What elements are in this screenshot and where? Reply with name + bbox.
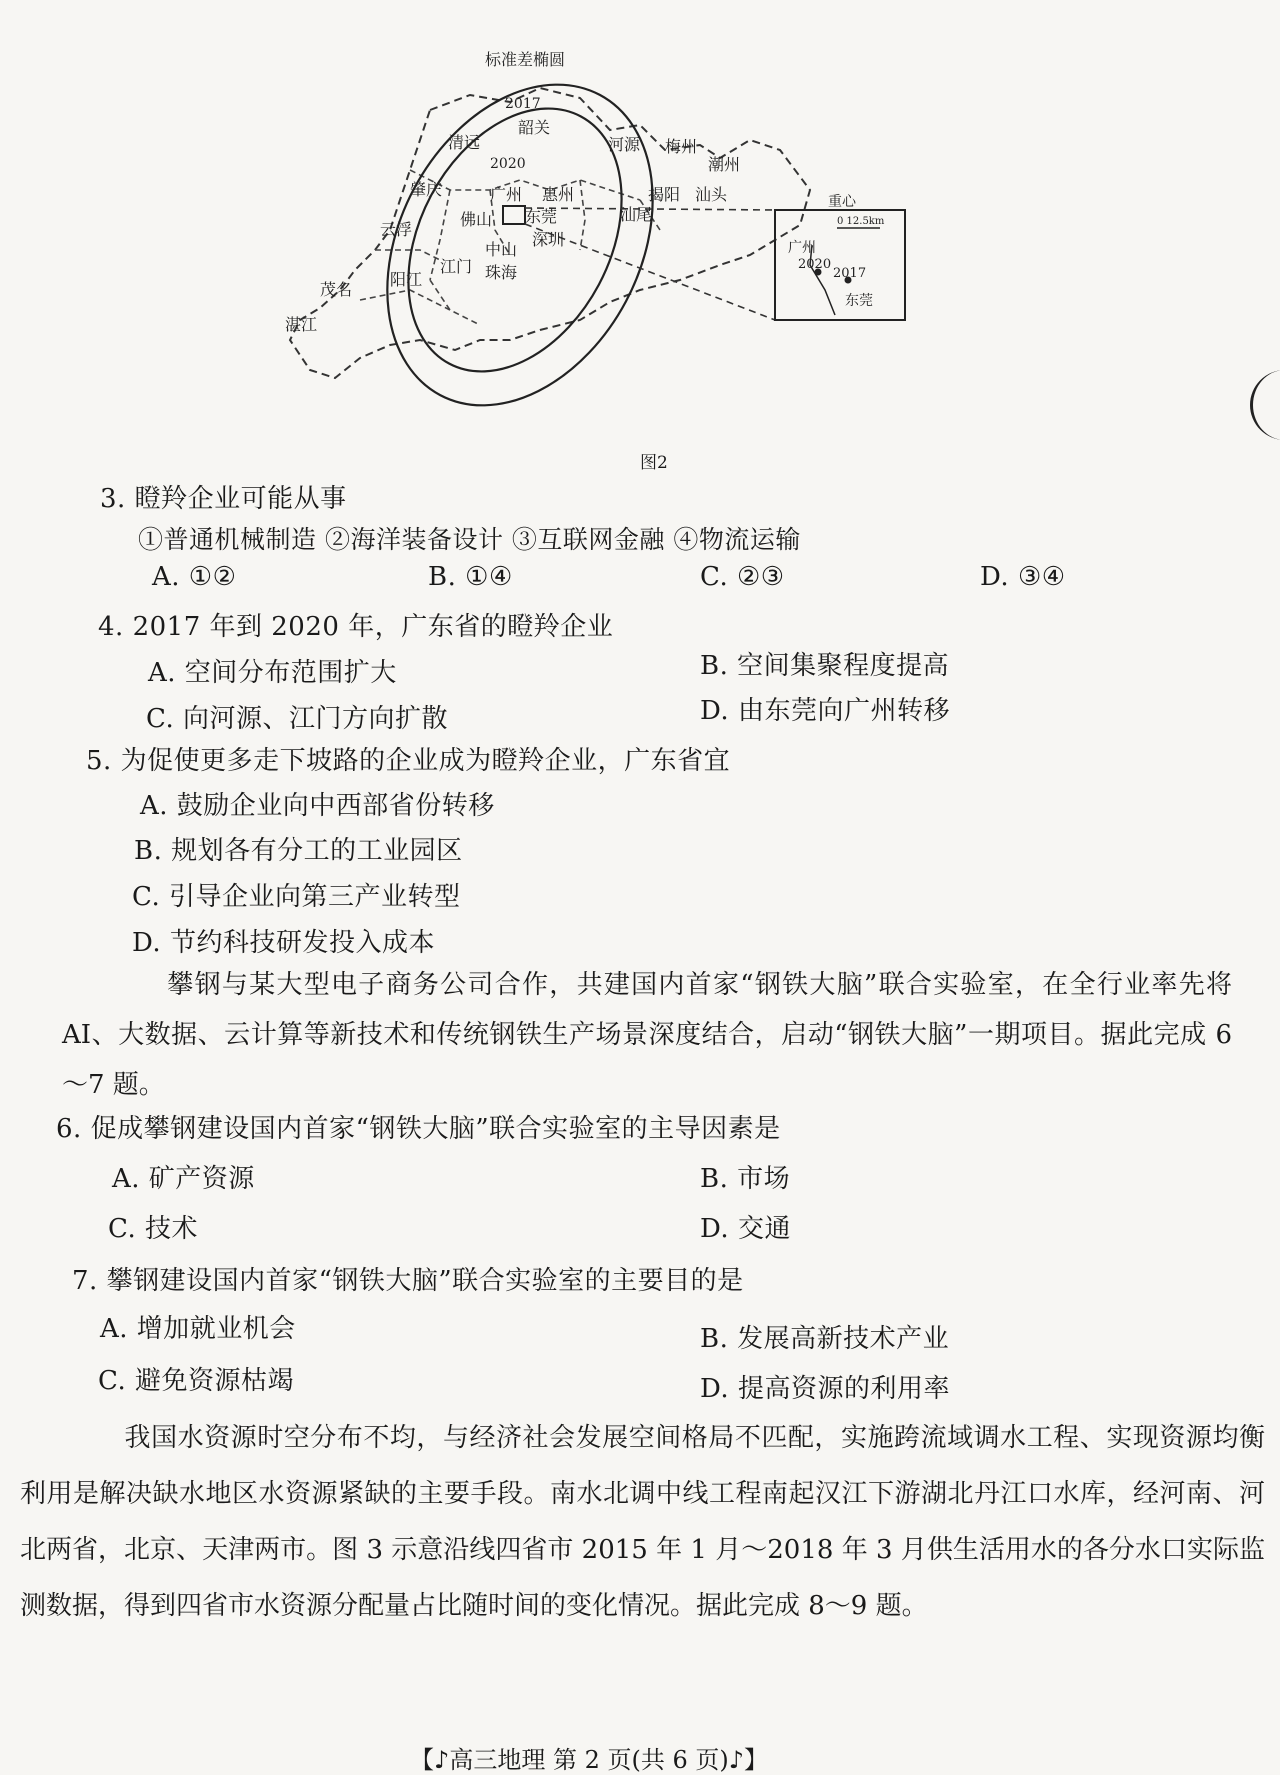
q3-option-a: A. ①② [152, 562, 237, 592]
inset-2020: 2020 [798, 257, 832, 272]
label-2017: 2017 [505, 96, 541, 112]
q5-option-b: B. 规划各有分工的工业园区 [134, 836, 463, 866]
city-label: 中山 [485, 240, 518, 259]
q3-option-c: C. ②③ [700, 562, 785, 592]
city-label: 珠海 [485, 263, 518, 282]
q6-option-d: D. 交通 [700, 1214, 791, 1244]
q7-option-d: D. 提高资源的利用率 [700, 1374, 950, 1404]
q6-stem: 6. 促成攀钢建设国内首家“钢铁大脑”联合实验室的主导因素是 [56, 1114, 781, 1144]
figure-caption: 图2 [640, 453, 668, 473]
city-label: 河源 [608, 135, 641, 154]
q3-option-b: B. ①④ [428, 562, 513, 592]
label-2020: 2020 [490, 156, 526, 172]
q7-stem: 7. 攀钢建设国内首家“钢铁大脑”联合实验室的主要目的是 [72, 1266, 744, 1296]
center-box [503, 206, 525, 224]
q7-option-c: C. 避免资源枯竭 [98, 1366, 294, 1396]
city-label: 揭阳 [648, 185, 681, 204]
page-footer: 【♪高三地理 第 2 页(共 6 页)♪】 [410, 1746, 769, 1774]
intro-6-7: 攀钢与某大型电子商务公司合作，共建国内首家“钢铁大脑”联合实验室，在全行业率先将AI、大数据、云计算等新技术和传统钢铁生产场景深度结合，启动“钢铁大脑”一期项目。据此完成 6～7 题。 [62, 970, 1232, 1100]
city-label: 梅州 [665, 137, 698, 156]
city-label: 潮州 [708, 155, 741, 174]
inset-2017: 2017 [833, 266, 867, 281]
city-label: 汕尾 [620, 205, 653, 224]
city-label: 广州 [490, 185, 523, 204]
q4-option-d: D. 由东莞向广州转移 [700, 696, 950, 726]
q5-stem: 5. 为促使更多走下坡路的企业成为瞪羚企业，广东省宜 [86, 746, 731, 776]
city-label: 云浮 [380, 220, 413, 239]
q3-stem: 3. 瞪羚企业可能从事 [100, 484, 347, 514]
city-label: 江门 [440, 257, 473, 276]
city-label: 佛山 [460, 210, 493, 229]
figure-title: 标准差椭圆 [485, 50, 566, 69]
q5-option-d: D. 节约科技研发投入成本 [132, 928, 435, 958]
city-label: 惠州 [542, 185, 575, 204]
city-label: 东莞 [525, 207, 558, 226]
inset-title: 重心 [828, 194, 856, 210]
q4-option-a: A. 空间分布范围扩大 [148, 658, 397, 688]
q4-option-c: C. 向河源、江门方向扩散 [146, 704, 448, 734]
q6-option-c: C. 技术 [108, 1214, 198, 1244]
q6-option-a: A. 矿产资源 [112, 1164, 255, 1194]
q4-option-b: B. 空间集聚程度提高 [700, 651, 950, 681]
q6-option-b: B. 市场 [700, 1164, 791, 1194]
inset-scale: 0 12.5km [837, 216, 885, 227]
guangdong-map [280, 40, 1040, 440]
q7-option-a: A. 增加就业机会 [100, 1314, 296, 1344]
q3-items: ①普通机械制造 ②海洋装备设计 ③互联网金融 ④物流运输 [138, 525, 801, 554]
city-label: 湛江 [285, 315, 318, 334]
intro-8-9: 我国水资源时空分布不均，与经济社会发展空间格局不匹配，实施跨流域调水工程、实现资源均衡利用是解决缺水地区水资源紧缺的主要手段。南水北调中线工程南起汉江下游湖北丹江口水库，经河南、河北两省，北京、天津两市。图 3 示意沿线四省市 2015 年 1 月～2018 年 3 月供生活用水的各分水口实际监测数据，得到四省市水资源分配量占比随时间的变化情况。据此完成 8～9 题。 [20, 1423, 1265, 1621]
margin-mark [1250, 370, 1280, 440]
q3-option-d: D. ③④ [980, 562, 1066, 592]
q7-option-b: B. 发展高新技术产业 [700, 1324, 950, 1354]
city-label: 汕头 [695, 185, 728, 204]
city-label: 阳江 [390, 270, 423, 289]
city-label: 韶关 [518, 118, 551, 137]
city-label: 肇庆 [410, 180, 443, 199]
map-figure [280, 40, 1040, 440]
q4-stem: 4. 2017 年到 2020 年，广东省的瞪羚企业 [98, 612, 614, 642]
inset-dongguan: 东莞 [845, 293, 873, 309]
city-label: 深圳 [532, 230, 565, 249]
inset-guangzhou: 广州 [788, 240, 816, 256]
q5-option-c: C. 引导企业向第三产业转型 [132, 882, 461, 912]
city-label: 清远 [448, 133, 481, 152]
city-label: 茂名 [320, 280, 353, 299]
q5-option-a: A. 鼓励企业向中西部省份转移 [140, 791, 495, 821]
